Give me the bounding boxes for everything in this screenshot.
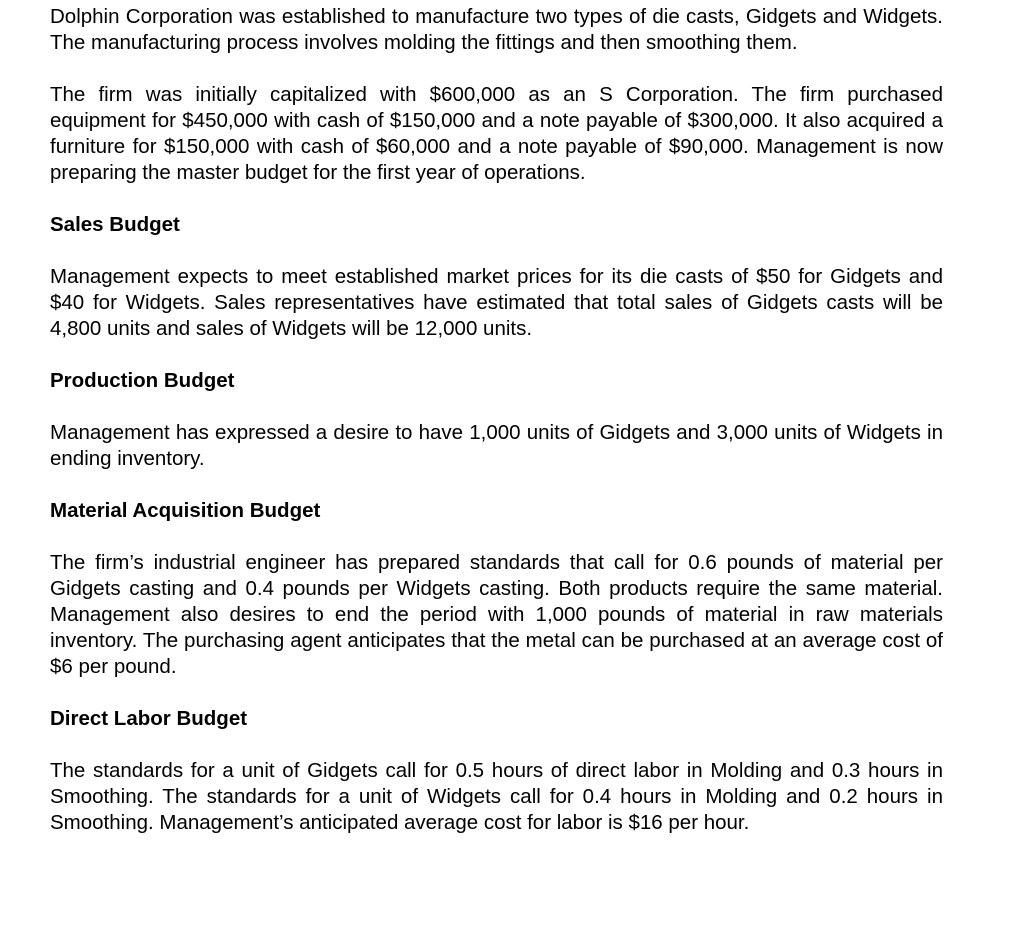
section-body-production: Management has expressed a desire to have 1,000 units of Gidgets and 3,000 units of Widgets in ending inventory. [50, 421, 943, 470]
section-heading-production: Production Budget [50, 369, 235, 392]
document-body [50, 4, 943, 836]
intro-paragraph-1: Dolphin Corporation was established to manufacture two types of die casts, Gidgets and Widgets. The manufacturing process involves molding the fittings and then smoothing them. [50, 5, 943, 54]
section-body-material: The firm’s industrial engineer has prepared standards that call for 0.6 pounds of material per Gidgets casting and 0.4 pounds per Widgets casting. Both products require the same material. Management also desires to end the period with 1,000 pounds of material in raw materials inventory. The purchasing agent anticipates that the metal can be purchased at an average cost of $6 per pound. [50, 551, 943, 678]
section-body-labor: The standards for a unit of Gidgets call for 0.5 hours of direct labor in Molding and 0.3 hours in Smoothing. The standards for a unit of Widgets call for 0.4 hours in Molding and 0.2 hours in Smoothing. Management’s anticipated average cost for labor is $16 per hour. [50, 759, 943, 834]
section-heading-material: Material Acquisition Budget [50, 499, 321, 522]
intro-paragraph-2: The firm was initially capitalized with $600,000 as an S Corporation. The firm purchased equipment for $450,000 with cash of $150,000 and a note payable of $300,000. It also acquired a furniture for $150,000 with cash of $60,000 and a note payable of $90,000. Management is now preparing the master budget for the first year of operations. [50, 83, 943, 184]
section-heading-labor: Direct Labor Budget [50, 707, 248, 730]
section-body-sales: Management expects to meet established market prices for its die casts of $50 for Gidgets and $40 for Widgets. Sales representatives have estimated that total sales of Gidgets casts will be 4,800 units and sales of Widgets will be 12,000 units. [50, 265, 943, 340]
section-heading-sales: Sales Budget [50, 213, 180, 236]
